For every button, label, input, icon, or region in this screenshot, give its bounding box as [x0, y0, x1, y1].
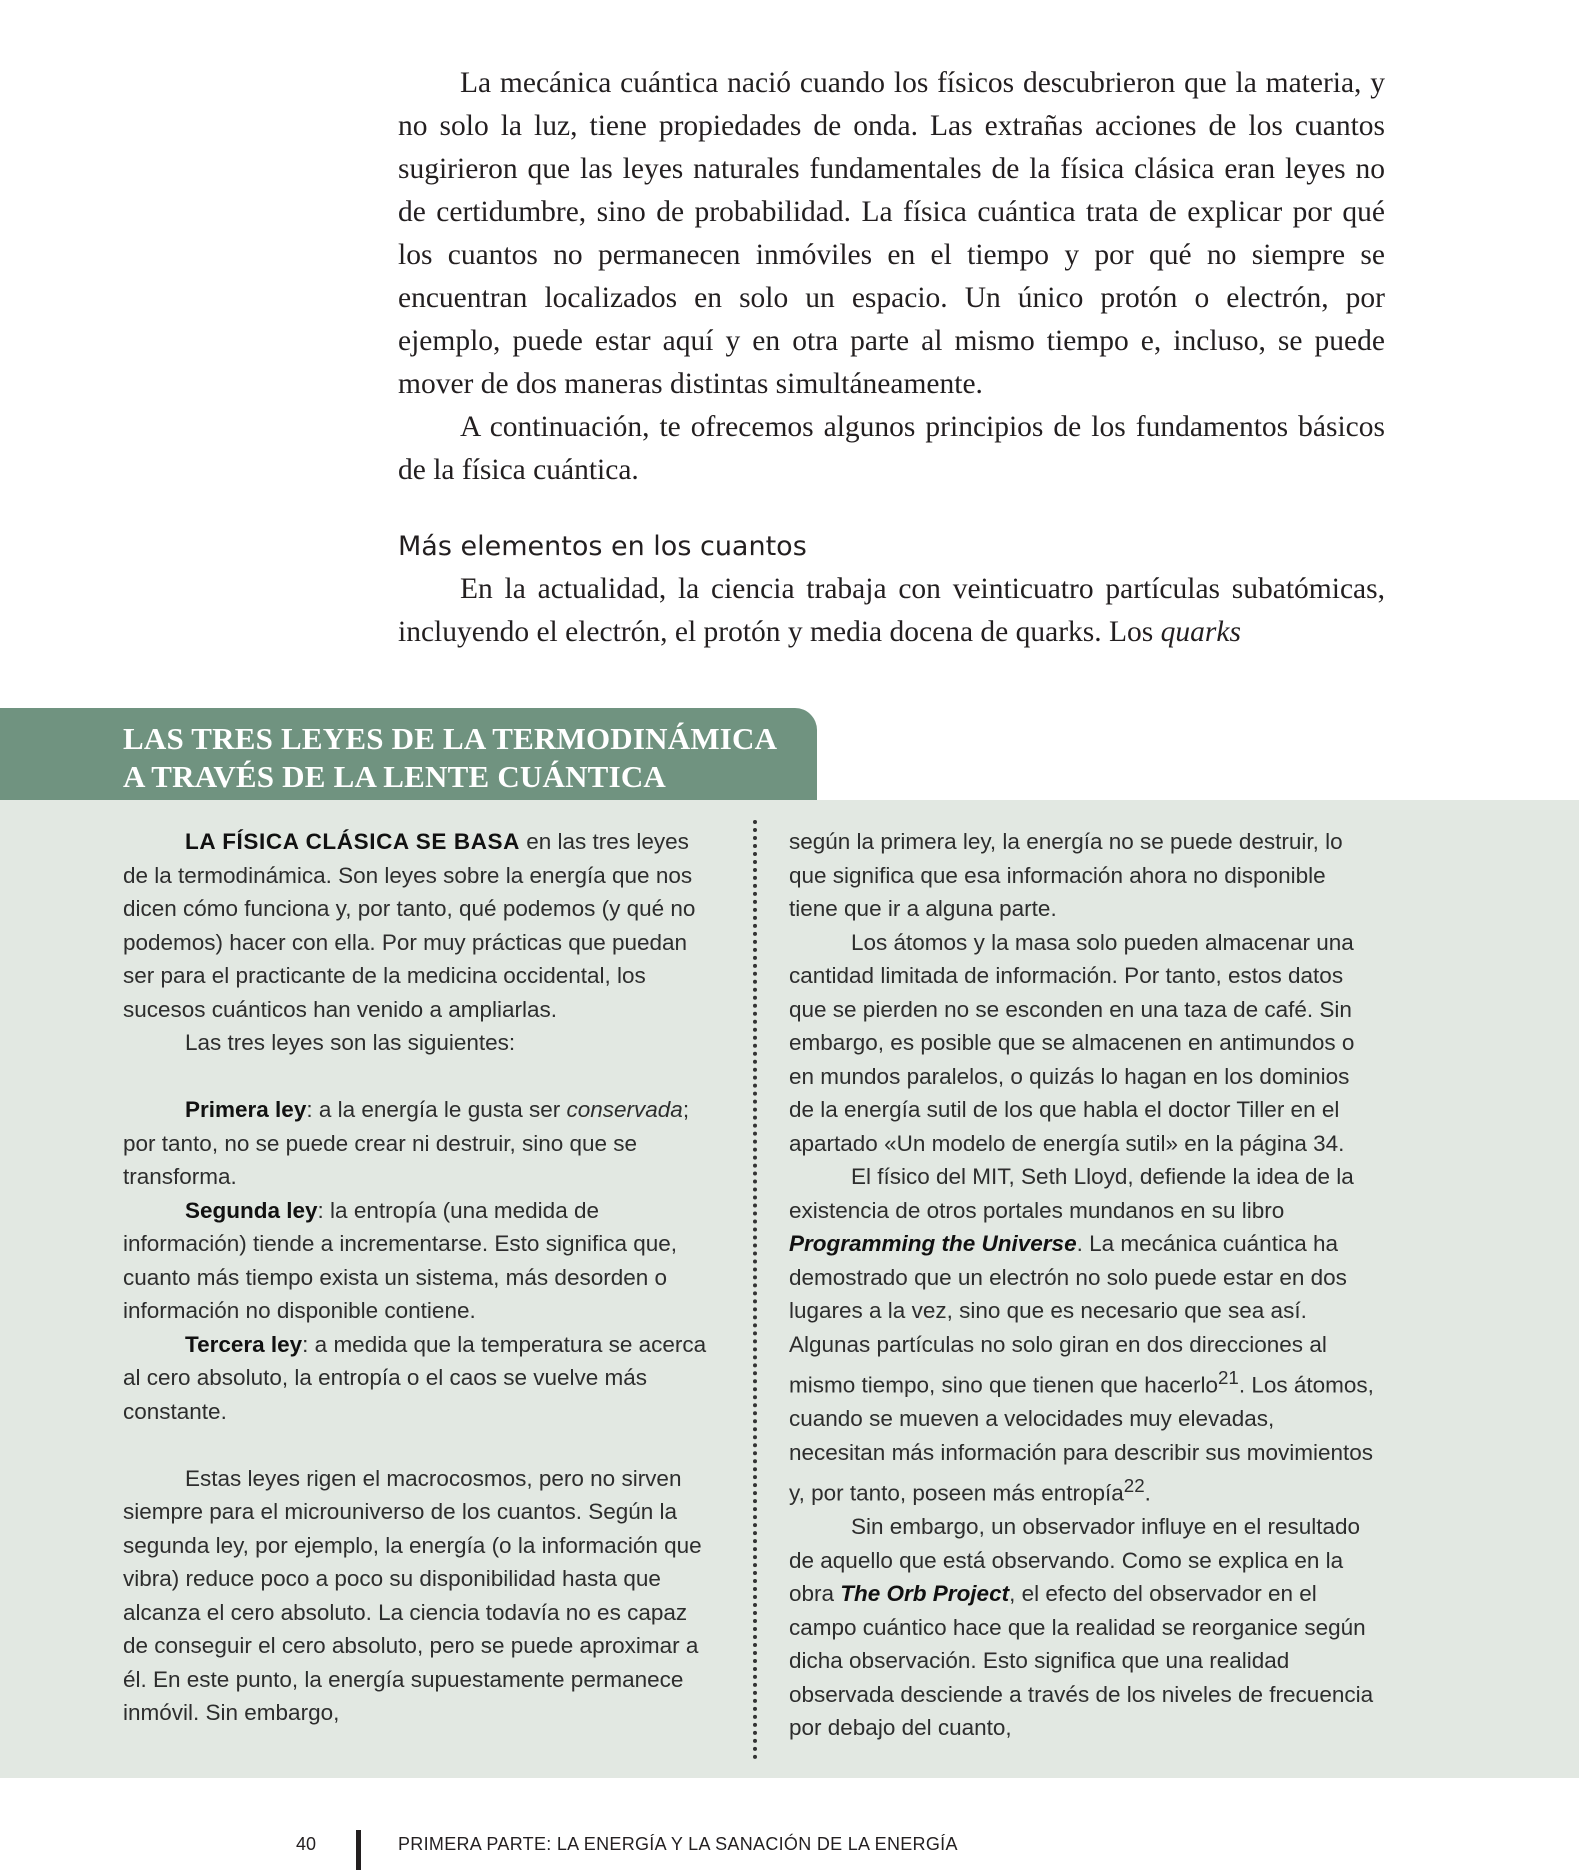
lloyd-text-2: . La mecánica cuántica ha demostrado que un electrón no solo puede estar en dos lugares a la vez, sino que es necesario que sea así. Algunas partículas no solo giran en dos direcciones al mismo tiempo, sino que tienen que hacerlo	[789, 1231, 1347, 1398]
laws-intro: Las tres leyes son las siguientes:	[185, 1030, 516, 1055]
page-footer	[0, 1830, 1579, 1870]
footer-rule	[356, 1830, 361, 1870]
lloyd-text-3: . Los átomos, cuando se mueven a velocidades muy elevadas, necesitan más información para describir sus movimientos y, por tanto, poseen más entropía	[789, 1372, 1374, 1506]
quarks-italic: quarks	[1160, 616, 1241, 648]
sidebar-title-line-1: LAS TRES LEYES DE LA TERMODINÁMICA	[123, 721, 778, 756]
sidebar-column-left	[123, 825, 708, 1730]
law-third	[123, 1328, 708, 1429]
intro-lead-in: LA FÍSICA CLÁSICA SE BASA	[185, 829, 521, 854]
sidebar-title-line-2: A TRAVÉS DE LA LENTE CUÁNTICA	[123, 759, 667, 794]
column-divider	[753, 820, 757, 1760]
sidebar-header	[0, 708, 817, 800]
macrocosm-paragraph: Estas leyes rigen el macrocosmos, pero no sirven siempre para el microuniverso de los cuantos. Según la segunda ley, por ejemplo, la energía (o la información que vibra) reduce poco a poco su disponibilidad hasta que alcanza el cero absoluto. La ciencia todavía no es capaz de conseguir el cero absoluto, pero se puede aproximar a él. En este punto, la energía supuestamente permanece inmóvil. Sin embargo,	[123, 1465, 702, 1725]
lloyd-text: El físico del MIT, Seth Lloyd, defiende la idea de la existencia de otros portales mundanos en su libro	[789, 1164, 1354, 1223]
section-heading: Más elementos en los cuantos	[398, 531, 807, 562]
observer-paragraph	[789, 1510, 1374, 1745]
law-third-text: : a medida que la temperatura se acerca al cero absoluto, la entropía o el caos se vuelve más constante.	[123, 1331, 707, 1424]
book-title-programming-universe: Programming the Universe	[789, 1231, 1077, 1256]
law-first-label: Primera ley	[185, 1097, 307, 1122]
particles-text: En la actualidad, la ciencia trabaja con veinticuatro partículas subatómicas, incluyendo el electrón, el protón y media docena de quarks. Los	[398, 573, 1385, 648]
book-title-orb-project: The Orb Project	[840, 1581, 1010, 1606]
running-head: PRIMERA PARTE: LA ENERGÍA Y LA SANACIÓN DE LA ENERGÍA	[398, 1834, 958, 1854]
main-paragraph-particles	[398, 568, 1385, 654]
page-number: 40	[296, 1834, 317, 1854]
main-paragraph-intro: La mecánica cuántica nació cuando los físicos descubrieron que la materia, y no solo la luz, tiene propiedades de onda. Las extrañas acciones de los cuantos sugirieron que las leyes naturales fundamentales de la física clásica eran leyes no de certidumbre, sino de probabilidad. La física cuántica trata de explicar por qué los cuantos no permanecen inmóviles en el tiempo y por qué no siempre se encuentran localizados en solo un espacio. Un único protón o electrón, por ejemplo, puede estar aquí y en otra parte al mismo tiempo e, incluso, se puede mover de dos maneras distintas simultáneamente.	[398, 67, 1385, 400]
sidebar-title	[123, 720, 777, 796]
law-second	[123, 1194, 708, 1328]
law-first-text: : a la energía le gusta ser	[306, 1097, 567, 1122]
observer-text-2: , el efecto del observador en el campo cuántico hace que la realidad se reorganice según dicha observación. Esto significa que una realidad observada desciende a través de los niveles de frecuencia por debajo del cuanto,	[789, 1581, 1374, 1740]
lloyd-text-end: .	[1144, 1480, 1151, 1506]
atoms-paragraph: Los átomos y la masa solo pueden almacenar una cantidad limitada de información. Por tanto, estos datos que se pierden no se esconden en una taza de café. Sin embargo, es posible que se almacenen en antimundos o en mundos paralelos, o quizás lo hagan en los dominios de la energía sutil de los que habla el doctor Tiller en el apartado «Un modelo de energía sutil» en la página 34.	[789, 929, 1355, 1156]
footnote-ref-21: 21	[1218, 1367, 1239, 1388]
law-first	[123, 1093, 708, 1194]
sidebar-column-right	[789, 825, 1374, 1745]
main-text	[398, 62, 1385, 654]
continuation-paragraph: según la primera ley, la energía no se puede destruir, lo que significa que esa información ahora no disponible tiene que ir a alguna parte.	[789, 829, 1343, 921]
law-first-text-end: ; por tanto, no se puede crear ni destruir, sino que se transforma.	[123, 1097, 690, 1189]
law-second-label: Segunda ley	[185, 1197, 318, 1223]
sidebar-intro-paragraph	[123, 825, 708, 1026]
law-third-label: Tercera ley	[185, 1331, 303, 1357]
law-first-italic: conservada	[566, 1097, 683, 1122]
intro-text: en las tres leyes de la termodinámica. Son leyes sobre la energía que nos dicen cómo funciona y, por tanto, qué podemos (y qué no podemos) hacer con ella. Por muy prácticas que puedan ser para el practicante de la medicina occidental, los sucesos cuánticos han venido a ampliarlas.	[123, 829, 696, 1022]
law-second-text: : la entropía (una medida de información) tiende a incrementarse. Esto significa que, cuanto más tiempo exista un sistema, más desorden o información no disponible contiene.	[123, 1197, 678, 1323]
main-paragraph-principles: A continuación, te ofrecemos algunos principios de los fundamentos básicos de la física cuántica.	[398, 411, 1385, 486]
sidebar-box	[0, 800, 1579, 1778]
observer-text: Sin embargo, un observador influye en el resultado de aquello que está observando. Como se explica en la obra	[789, 1514, 1361, 1606]
footnote-ref-22: 22	[1123, 1475, 1145, 1496]
lloyd-paragraph	[789, 1160, 1374, 1510]
